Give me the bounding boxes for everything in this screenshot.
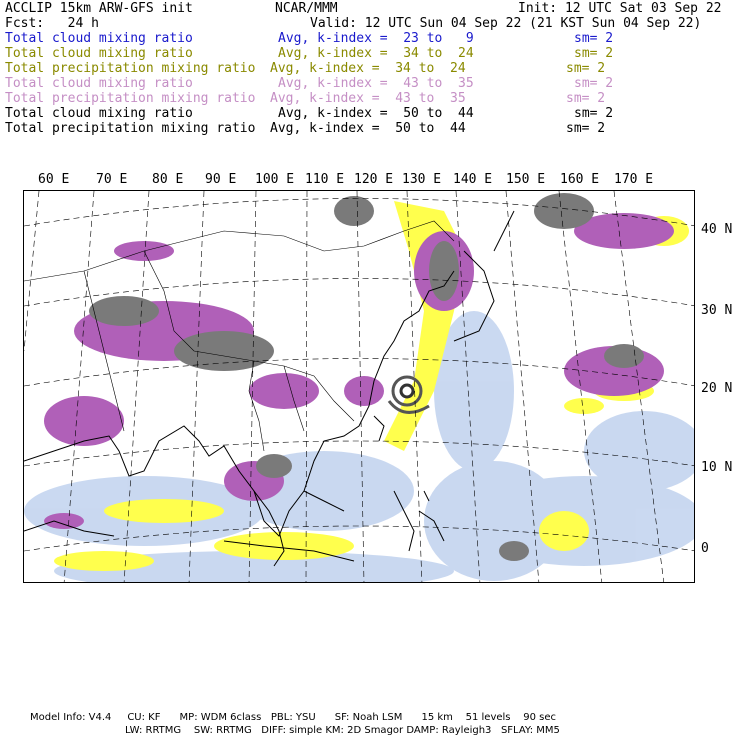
legend-field-avg: Avg, k-index = 43 to 35 xyxy=(270,91,466,106)
valid-time: Valid: 12 UTC Sun 04 Sep 22 (21 KST Sun 04 Sep 22) xyxy=(310,16,702,31)
legend-field-name: Total cloud mixing ratio xyxy=(5,46,193,61)
lon-label: 90 E xyxy=(205,172,237,187)
legend-field-avg: Avg, k-index = 34 to 24 xyxy=(270,61,466,76)
lon-label: 80 E xyxy=(152,172,184,187)
lat-label: 0 xyxy=(701,541,709,556)
model-info-line1: Model Info: V4.4 CU: KF MP: WDM 6class PBL: YSU SF: Noah LSM 15 km 51 levels 90 sec xyxy=(30,712,556,723)
model-info-line2: LW: RRTMG SW: RRTMG DIFF: simple KM: 2D Smagor DAMP: Rayleigh3 SFLAY: MM5 xyxy=(125,725,560,736)
lon-label: 160 E xyxy=(560,172,600,187)
lon-label: 100 E xyxy=(255,172,295,187)
lon-label: 150 E xyxy=(506,172,546,187)
legend-field-name: Total cloud mixing ratio xyxy=(5,76,193,91)
legend-field-sm: sm= 2 xyxy=(574,106,614,121)
lat-label: 20 N xyxy=(701,381,733,396)
legend-field-name: Total cloud mixing ratio xyxy=(5,31,193,46)
legend-field-name: Total precipitation mixing ratio xyxy=(5,91,256,106)
lat-label: 10 N xyxy=(701,460,733,475)
legend-field-avg: Avg, k-index = 34 to 24 xyxy=(278,46,474,61)
legend-field-sm: sm= 2 xyxy=(574,76,614,91)
legend-field-sm: sm= 2 xyxy=(566,61,606,76)
lon-label: 140 E xyxy=(453,172,493,187)
forecast-hour: Fcst: 24 h xyxy=(5,16,99,31)
lon-label: 120 E xyxy=(354,172,394,187)
legend-field-name: Total precipitation mixing ratio xyxy=(5,121,256,136)
legend-field-sm: sm= 2 xyxy=(574,31,614,46)
legend-field-sm: sm= 2 xyxy=(566,121,606,136)
lon-label: 70 E xyxy=(96,172,128,187)
org-label: NCAR/MMM xyxy=(275,1,338,16)
lon-label: 110 E xyxy=(305,172,345,187)
init-time: Init: 12 UTC Sat 03 Sep 22 xyxy=(518,1,722,16)
legend-field-avg: Avg, k-index = 23 to 9 xyxy=(278,31,474,46)
lat-label: 30 N xyxy=(701,303,733,318)
lon-label: 60 E xyxy=(38,172,70,187)
lon-label: 130 E xyxy=(402,172,442,187)
legend-field-avg: Avg, k-index = 43 to 35 xyxy=(278,76,474,91)
legend-field-name: Total cloud mixing ratio xyxy=(5,106,193,121)
lat-label: 40 N xyxy=(701,222,733,237)
legend-field-sm: sm= 2 xyxy=(566,91,606,106)
legend-field-avg: Avg, k-index = 50 to 44 xyxy=(270,121,466,136)
legend-field-avg: Avg, k-index = 50 to 44 xyxy=(278,106,474,121)
lon-label: 170 E xyxy=(614,172,654,187)
model-title: ACCLIP 15km ARW-GFS init xyxy=(5,1,193,16)
legend-field-name: Total precipitation mixing ratio xyxy=(5,61,256,76)
map-graphic xyxy=(24,191,695,583)
map-panel xyxy=(23,190,695,583)
legend-field-sm: sm= 2 xyxy=(574,46,614,61)
